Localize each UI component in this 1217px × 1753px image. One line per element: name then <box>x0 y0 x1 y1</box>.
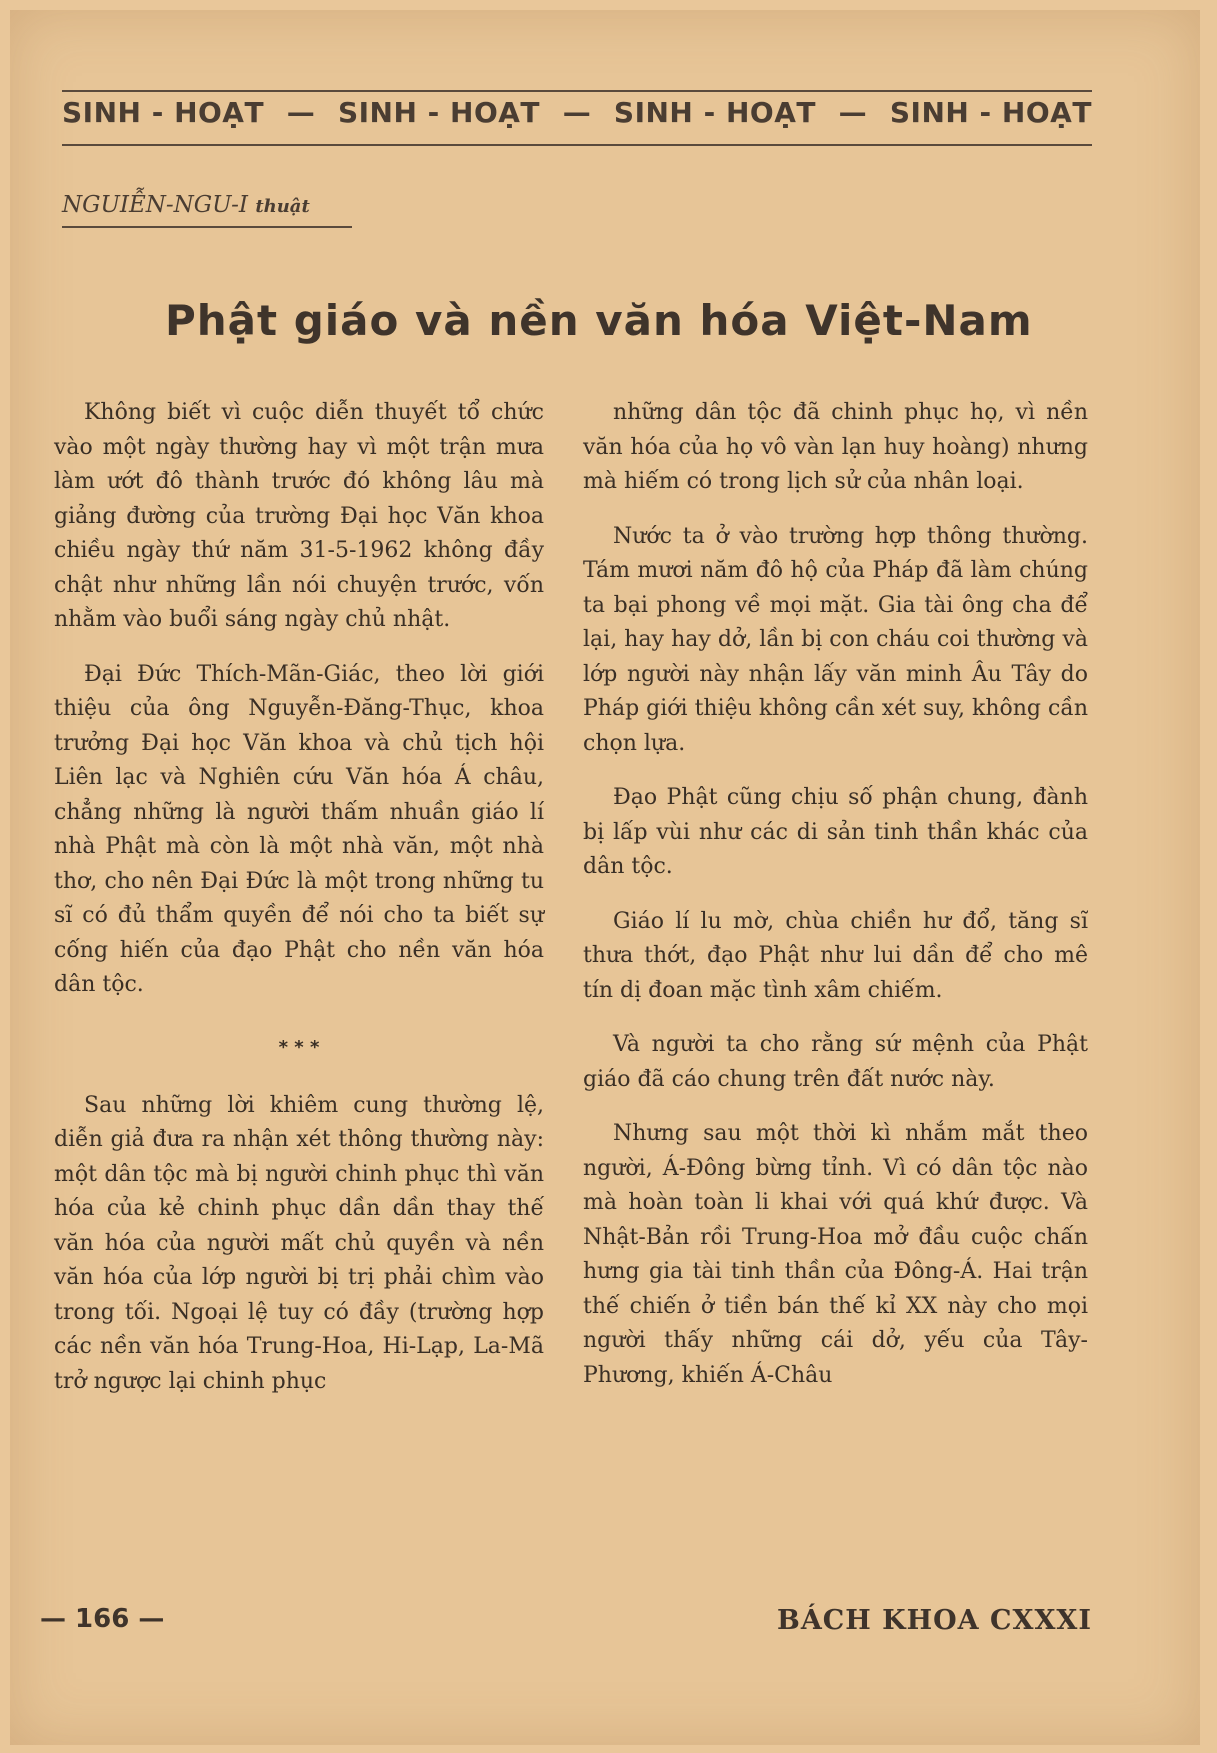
header-separator: — <box>286 96 316 129</box>
paragraph: Nước ta ở vào trường hợp thông thường. Tám mươi năm đô hộ của Pháp đã làm chúng ta bại phong về mọi mặt. Gia tài ông cha để lại, hay hay dở, lần bị con cháu coi thường và lớp người này nhận lấy văn minh Âu Tây do Pháp giới thiệu không cần xét suy, không cần chọn lựa. <box>583 523 1088 756</box>
stars-glyph: * * * <box>278 1036 320 1058</box>
publication-name: BÁCH KHOA CXXXI <box>777 1605 1092 1636</box>
author-role: thuật <box>255 196 310 217</box>
paragraph: Giáo lí lu mờ, chùa chiền hư đổ, tăng sĩ thưa thớt, đạo Phật như lui dần để cho mê tín dị đoan mặc tình xâm chiếm. <box>583 908 1088 1003</box>
header-rule-bottom <box>62 144 1092 146</box>
author-line <box>62 192 310 218</box>
section-header <box>62 96 1092 129</box>
paragraph: Và người ta cho rằng sứ mệnh của Phật giáo đã cáo chung trên đất nước này. <box>583 1032 1088 1092</box>
author-underline <box>62 226 352 228</box>
left-column <box>54 396 544 1419</box>
paragraph: Đạo Phật cũng chịu số phận chung, đành bị lấp vùi như các di sản tinh thần khác của dân tộc. <box>583 785 1088 879</box>
header-item: SINH - HOẠT <box>62 96 265 129</box>
header-separator: — <box>838 96 868 129</box>
paragraph: những dân tộc đã chinh phục họ, vì nền văn hóa của họ vô vàn lạn huy hoàng) nhưng mà hiếm có trong lịch sử của nhân loại. <box>583 400 1088 494</box>
right-column <box>583 396 1088 1413</box>
paragraph: Nhưng sau một thời kì nhắm mắt theo người, Á-Đông bừng tỉnh. Vì có dân tộc nào mà hoàn toàn li khai với quá khứ được. Và Nhật-Bản rồi Trung-Hoa mở đầu cuộc chấn hưng gia tài tinh thần của Đông-Á. Hai trận thế chiến ở tiền bán thế kỉ XX này cho mọi người thấy những cái dở, yếu của Tây-Phương, khiến Á-Châu <box>583 1121 1088 1388</box>
header-rule-top <box>62 90 1092 92</box>
paragraph: Sau những lời khiêm cung thường lệ, diễn giả đưa ra nhận xét thông thường này: một dân tộc mà bị người chinh phục thì văn hóa của kẻ chinh phục dần dần thay thế văn hóa của người mất chủ quyền và nền văn hóa của lớp người bị trị phải chìm vào trong tối. Ngoại lệ tuy có đầy (trường hợp các nền văn hóa Trung-Hoa, Hi-Lạp, La-Mã trở ngược lại chinh phục <box>54 1092 544 1394</box>
paragraph: Đại Đức Thích-Mãn-Giác, theo lời giới thiệu của ông Nguyễn-Đăng-Thục, khoa trưởng Đại học Văn khoa và chủ tịch hội Liên lạc và Nghiên cứu Văn hóa Á châu, chẳng những là người thấm nhuần giáo lí nhà Phật mà còn là một nhà văn, một nhà thơ, cho nên Đại Đức là một trong những tu sĩ có đủ thẩm quyền để nói cho ta biết sự cống hiến của đạo Phật cho nền văn hóa dân tộc. <box>54 661 544 997</box>
header-item: SINH - HOẠT <box>613 96 816 129</box>
header-separator: — <box>562 96 592 129</box>
header-item: SINH - HOẠT <box>889 96 1092 129</box>
paragraph: Không biết vì cuộc diễn thuyết tổ chức vào một ngày thường hay vì một trận mưa làm ướt đô thành trước đó không lâu mà giảng đường của trường Đại học Văn khoa chiều ngày thứ năm 31-5-1962 không đầy chật như những lần nói chuyện trước, vốn nhằm vào buổi sáng ngày chủ nhật. <box>54 400 544 632</box>
article-title: Phật giáo và nền văn hóa Việt-Nam <box>165 296 1033 345</box>
page-number: — 166 — <box>40 1604 165 1634</box>
header-item: SINH - HOẠT <box>337 96 541 129</box>
author-name: NGUIỄN-NGU-I <box>62 192 248 218</box>
section-divider-stars <box>54 1036 544 1058</box>
